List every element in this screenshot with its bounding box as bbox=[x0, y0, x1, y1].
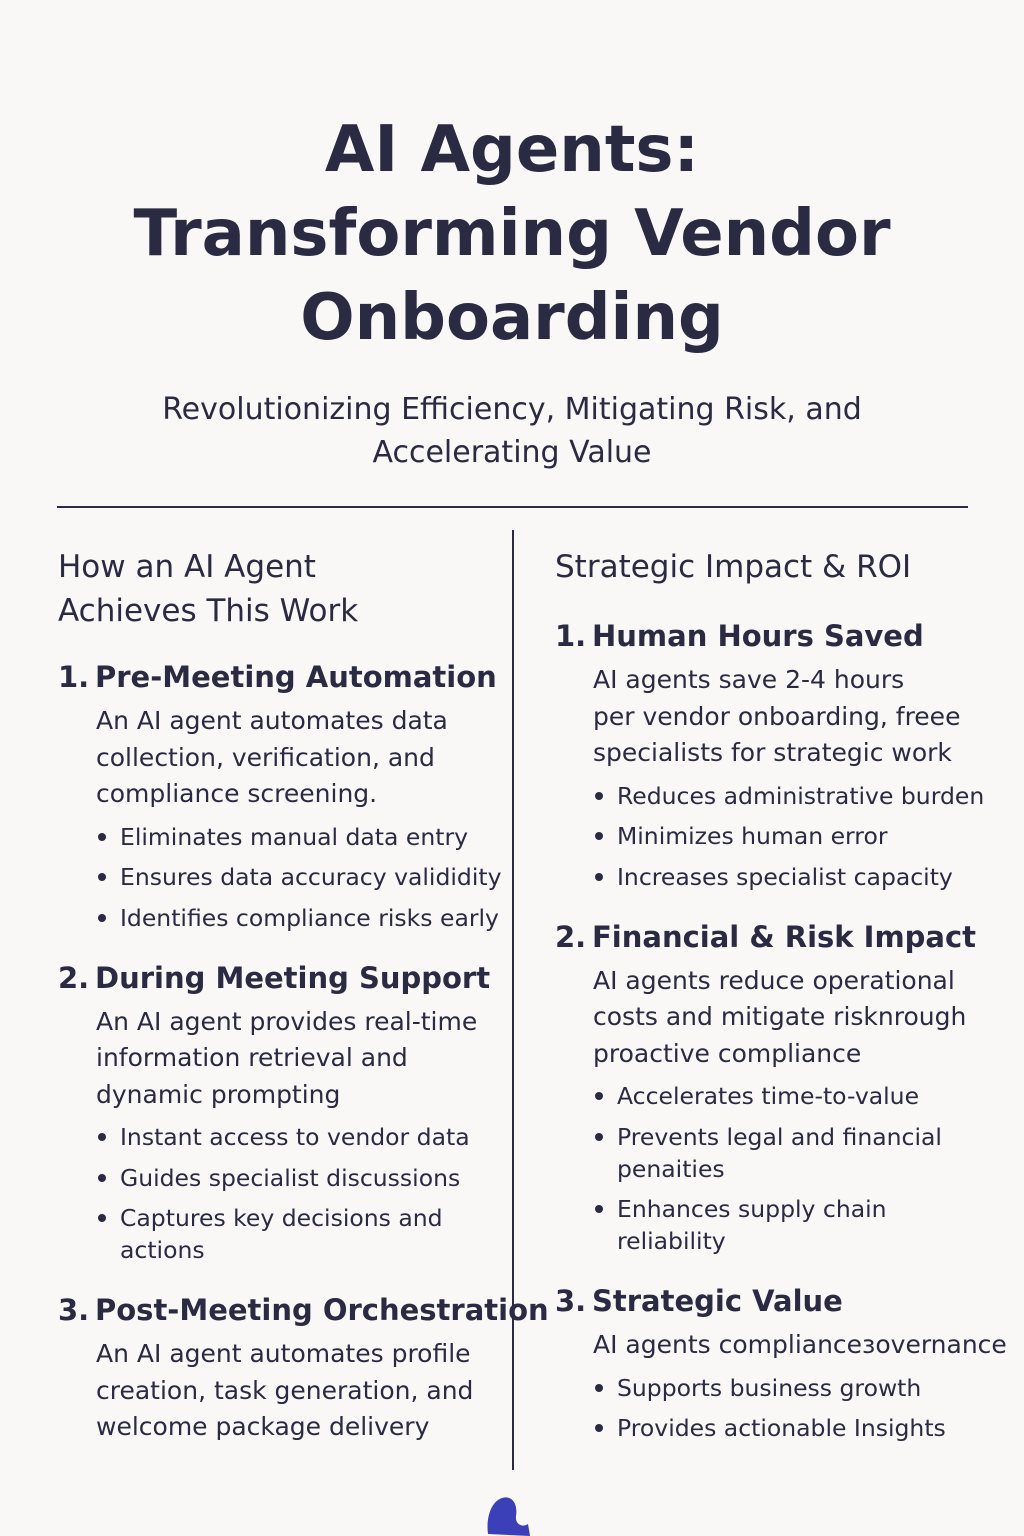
page-subtitle bbox=[0, 388, 1024, 474]
section bbox=[555, 1281, 1007, 1444]
page-title-line: AI Agents: bbox=[324, 113, 700, 187]
page-subtitle-line: Revolutionizing Efficiency, Mitigating Risk, and bbox=[162, 392, 862, 427]
section-description-line: compliance screening. bbox=[96, 779, 378, 808]
bullet-dot-icon bbox=[595, 1092, 603, 1100]
page-title-line: Transforming Vendor bbox=[133, 197, 891, 271]
bullet-item bbox=[593, 820, 995, 852]
bullet-item bbox=[96, 821, 503, 853]
bullet-text: Supports business growth bbox=[617, 1373, 922, 1402]
bullet-item bbox=[593, 1080, 995, 1112]
section-description-line: welcome package delivery bbox=[96, 1412, 430, 1441]
bullet-text: Prevents legal and financial bbox=[617, 1122, 942, 1151]
bullet-item bbox=[96, 1121, 503, 1153]
section-title-text: During Meeting Support bbox=[95, 960, 491, 995]
section-description-line: creation, task generation, and bbox=[96, 1375, 474, 1405]
section-title bbox=[58, 657, 503, 697]
bullet-text: Ensures data accuracy valididity bbox=[120, 863, 502, 891]
bullet-list bbox=[96, 1121, 503, 1266]
header-divider bbox=[57, 506, 968, 508]
section bbox=[58, 958, 503, 1267]
section-description-line: specialists for strategic work bbox=[593, 738, 952, 767]
page-title bbox=[0, 108, 1024, 360]
bullet-text: Instant access to vendor data bbox=[120, 1123, 470, 1151]
bullet-dot-icon bbox=[98, 833, 106, 841]
bullet-dot-icon bbox=[595, 832, 603, 840]
bullet-text: penaities bbox=[617, 1154, 725, 1183]
bullet-item bbox=[593, 780, 995, 812]
header bbox=[0, 108, 1024, 474]
bullet-text: Provides actionable Insights bbox=[617, 1414, 946, 1442]
section-number: 1. bbox=[555, 619, 587, 653]
bullet-item bbox=[593, 1193, 995, 1257]
section-title bbox=[555, 616, 995, 656]
section-number: 2. bbox=[58, 960, 90, 995]
bullet-item bbox=[96, 902, 503, 934]
bullet-list bbox=[593, 1372, 995, 1445]
section-description bbox=[593, 1327, 1007, 1364]
column-divider bbox=[512, 530, 514, 1470]
section bbox=[58, 657, 503, 934]
section-description-line: An AI agent automates data bbox=[96, 706, 448, 735]
section-number: 1. bbox=[58, 660, 90, 694]
bullet-text: Enhances supply chain reliability bbox=[617, 1195, 887, 1255]
section-description bbox=[96, 1004, 503, 1114]
section-description-line: AI agents complianceзovernance bbox=[593, 1330, 1007, 1359]
section-description-line: dynamic prompting bbox=[96, 1079, 341, 1109]
bullet-text: Identifies compliance risks early bbox=[120, 903, 499, 932]
section-description-line: per vendor onboarding, freee bbox=[593, 701, 961, 731]
bullet-dot-icon bbox=[98, 1133, 106, 1141]
section-description-line: information retrieval and bbox=[96, 1043, 408, 1072]
bullet-dot-icon bbox=[595, 1384, 603, 1392]
section-title-text: Pre-Meeting Automation bbox=[95, 660, 497, 694]
section-title-text: Post-Meeting Orchestration bbox=[95, 1293, 549, 1327]
bullet-item bbox=[593, 1412, 995, 1444]
section-description bbox=[593, 662, 995, 772]
section-description-line: proactive compliance bbox=[593, 1038, 862, 1068]
bullet-item bbox=[96, 861, 503, 893]
bullet-dot-icon bbox=[98, 1214, 106, 1222]
page-title-line: Onboarding bbox=[300, 281, 724, 355]
bullet-dot-icon bbox=[595, 873, 603, 881]
bullet-text: Increases specialist capacity bbox=[617, 862, 953, 891]
section bbox=[555, 917, 995, 1258]
bullet-dot-icon bbox=[595, 1424, 603, 1432]
section-description-line: An AI agent automates profile bbox=[96, 1339, 471, 1368]
bullet-item bbox=[96, 1162, 503, 1194]
section-title-text: Human Hours Saved bbox=[592, 619, 924, 653]
section-title bbox=[555, 917, 995, 957]
bullet-dot-icon bbox=[98, 1174, 106, 1182]
logo-shape bbox=[488, 1497, 530, 1536]
column-title-line: Achieves This Work bbox=[58, 593, 359, 629]
section-description bbox=[593, 963, 995, 1073]
left-column bbox=[58, 545, 549, 1446]
section-title bbox=[555, 1281, 995, 1321]
section-title-text: Financial & Risk Impact bbox=[592, 919, 977, 954]
bullet-item bbox=[96, 1202, 503, 1266]
bullet-text: Accelerates time-to-value bbox=[617, 1082, 920, 1110]
section-description-line: AI agents reduce operational bbox=[593, 965, 955, 995]
section-number: 3. bbox=[58, 1293, 90, 1327]
bullet-dot-icon bbox=[595, 1205, 603, 1213]
section bbox=[555, 616, 995, 893]
section bbox=[58, 1290, 549, 1446]
bullet-text: Captures key decisions and bbox=[120, 1204, 443, 1232]
bullet-list bbox=[593, 780, 995, 893]
column-title-line: How an AI Agent bbox=[58, 549, 316, 585]
bullet-dot-icon bbox=[98, 914, 106, 922]
bullet-dot-icon bbox=[98, 873, 106, 881]
bullet-list bbox=[96, 821, 503, 934]
page-subtitle-line: Accelerating Value bbox=[372, 435, 652, 470]
bullet-text: Reduces administrative burden bbox=[617, 781, 985, 810]
section-description bbox=[96, 703, 503, 813]
swoosh-logo-icon bbox=[482, 1490, 546, 1536]
bullet-dot-icon bbox=[595, 1133, 603, 1141]
section-number: 2. bbox=[555, 919, 587, 954]
bullet-item bbox=[593, 1121, 995, 1185]
section-description-line: AI agents save 2-4 hours bbox=[593, 665, 905, 694]
section-title bbox=[58, 1290, 549, 1330]
section-title bbox=[58, 958, 503, 998]
bullet-text: Eliminates manual data entry bbox=[120, 822, 469, 851]
section-title-text: Strategic Value bbox=[592, 1284, 843, 1318]
column-title bbox=[58, 545, 503, 633]
bullet-item bbox=[593, 861, 995, 893]
bullet-text: Minimizes human error bbox=[617, 822, 888, 850]
bullet-list bbox=[593, 1080, 995, 1257]
section-description-line: collection, verification, and bbox=[96, 742, 435, 772]
section-description-line: costs and mitigate risknrough bbox=[593, 1002, 967, 1031]
bullet-item bbox=[593, 1372, 995, 1404]
bullet-dot-icon bbox=[595, 792, 603, 800]
section-number: 3. bbox=[555, 1284, 587, 1318]
right-column bbox=[555, 545, 1007, 1453]
section-description-line: An AI agent provides real-time bbox=[96, 1006, 478, 1036]
bullet-text: actions bbox=[120, 1236, 205, 1264]
column-title bbox=[555, 545, 995, 589]
column-title-line: Strategic Impact & ROI bbox=[555, 549, 912, 585]
section-description bbox=[96, 1336, 503, 1446]
bullet-text: Guides specialist discussions bbox=[120, 1163, 461, 1192]
